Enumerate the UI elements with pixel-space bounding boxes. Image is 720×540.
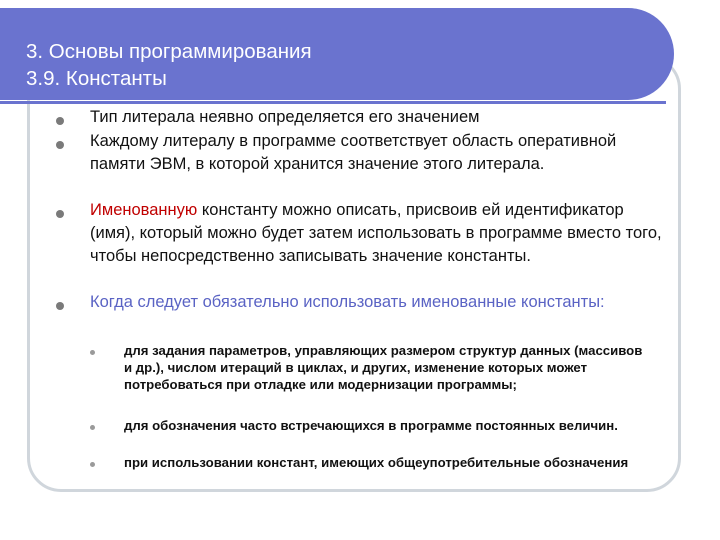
- bullet-dot: [56, 117, 64, 125]
- title-line-2: 3.9. Константы: [26, 67, 167, 90]
- highlight-word: Именованную: [90, 201, 198, 219]
- sub-bullet-dot: [90, 462, 95, 467]
- sub-bullet-item: при использовании констант, имеющих общеупотребительные обозначения: [124, 455, 629, 470]
- bullet-dot: [56, 210, 64, 218]
- bullet-text-rest: константу можно описать, присвоив ей идентификатор (имя), который можно будет затем использовать в программе вместо того, чтобы непосредственно записывать значение константы.: [90, 201, 662, 265]
- bullet-item: [90, 199, 665, 268]
- sub-bullet-dot: [90, 350, 95, 355]
- sub-bullet-dot: [90, 425, 95, 430]
- bullet-dot: [56, 302, 64, 310]
- sub-bullet-item: для задания параметров, управляющих размером структур данных (массивов и др.), числом итераций в циклах, и других, изменение которых может потребоваться при отладке или модернизации программы;: [124, 343, 643, 392]
- title-line-1: 3. Основы программирования: [26, 40, 312, 63]
- bullet-item: Каждому литералу в программе соответствует область оперативной памяти ЭВМ, в которой хранится значение этого литерала.: [90, 132, 617, 173]
- bullet-dot: [56, 141, 64, 149]
- bullet-item-heading: Когда следует обязательно использовать именованные константы:: [90, 293, 605, 311]
- sub-bullet-item: для обозначения часто встречающихся в программе постоянных величин.: [124, 418, 618, 433]
- bullet-item: Тип литерала неявно определяется его значением: [90, 108, 480, 126]
